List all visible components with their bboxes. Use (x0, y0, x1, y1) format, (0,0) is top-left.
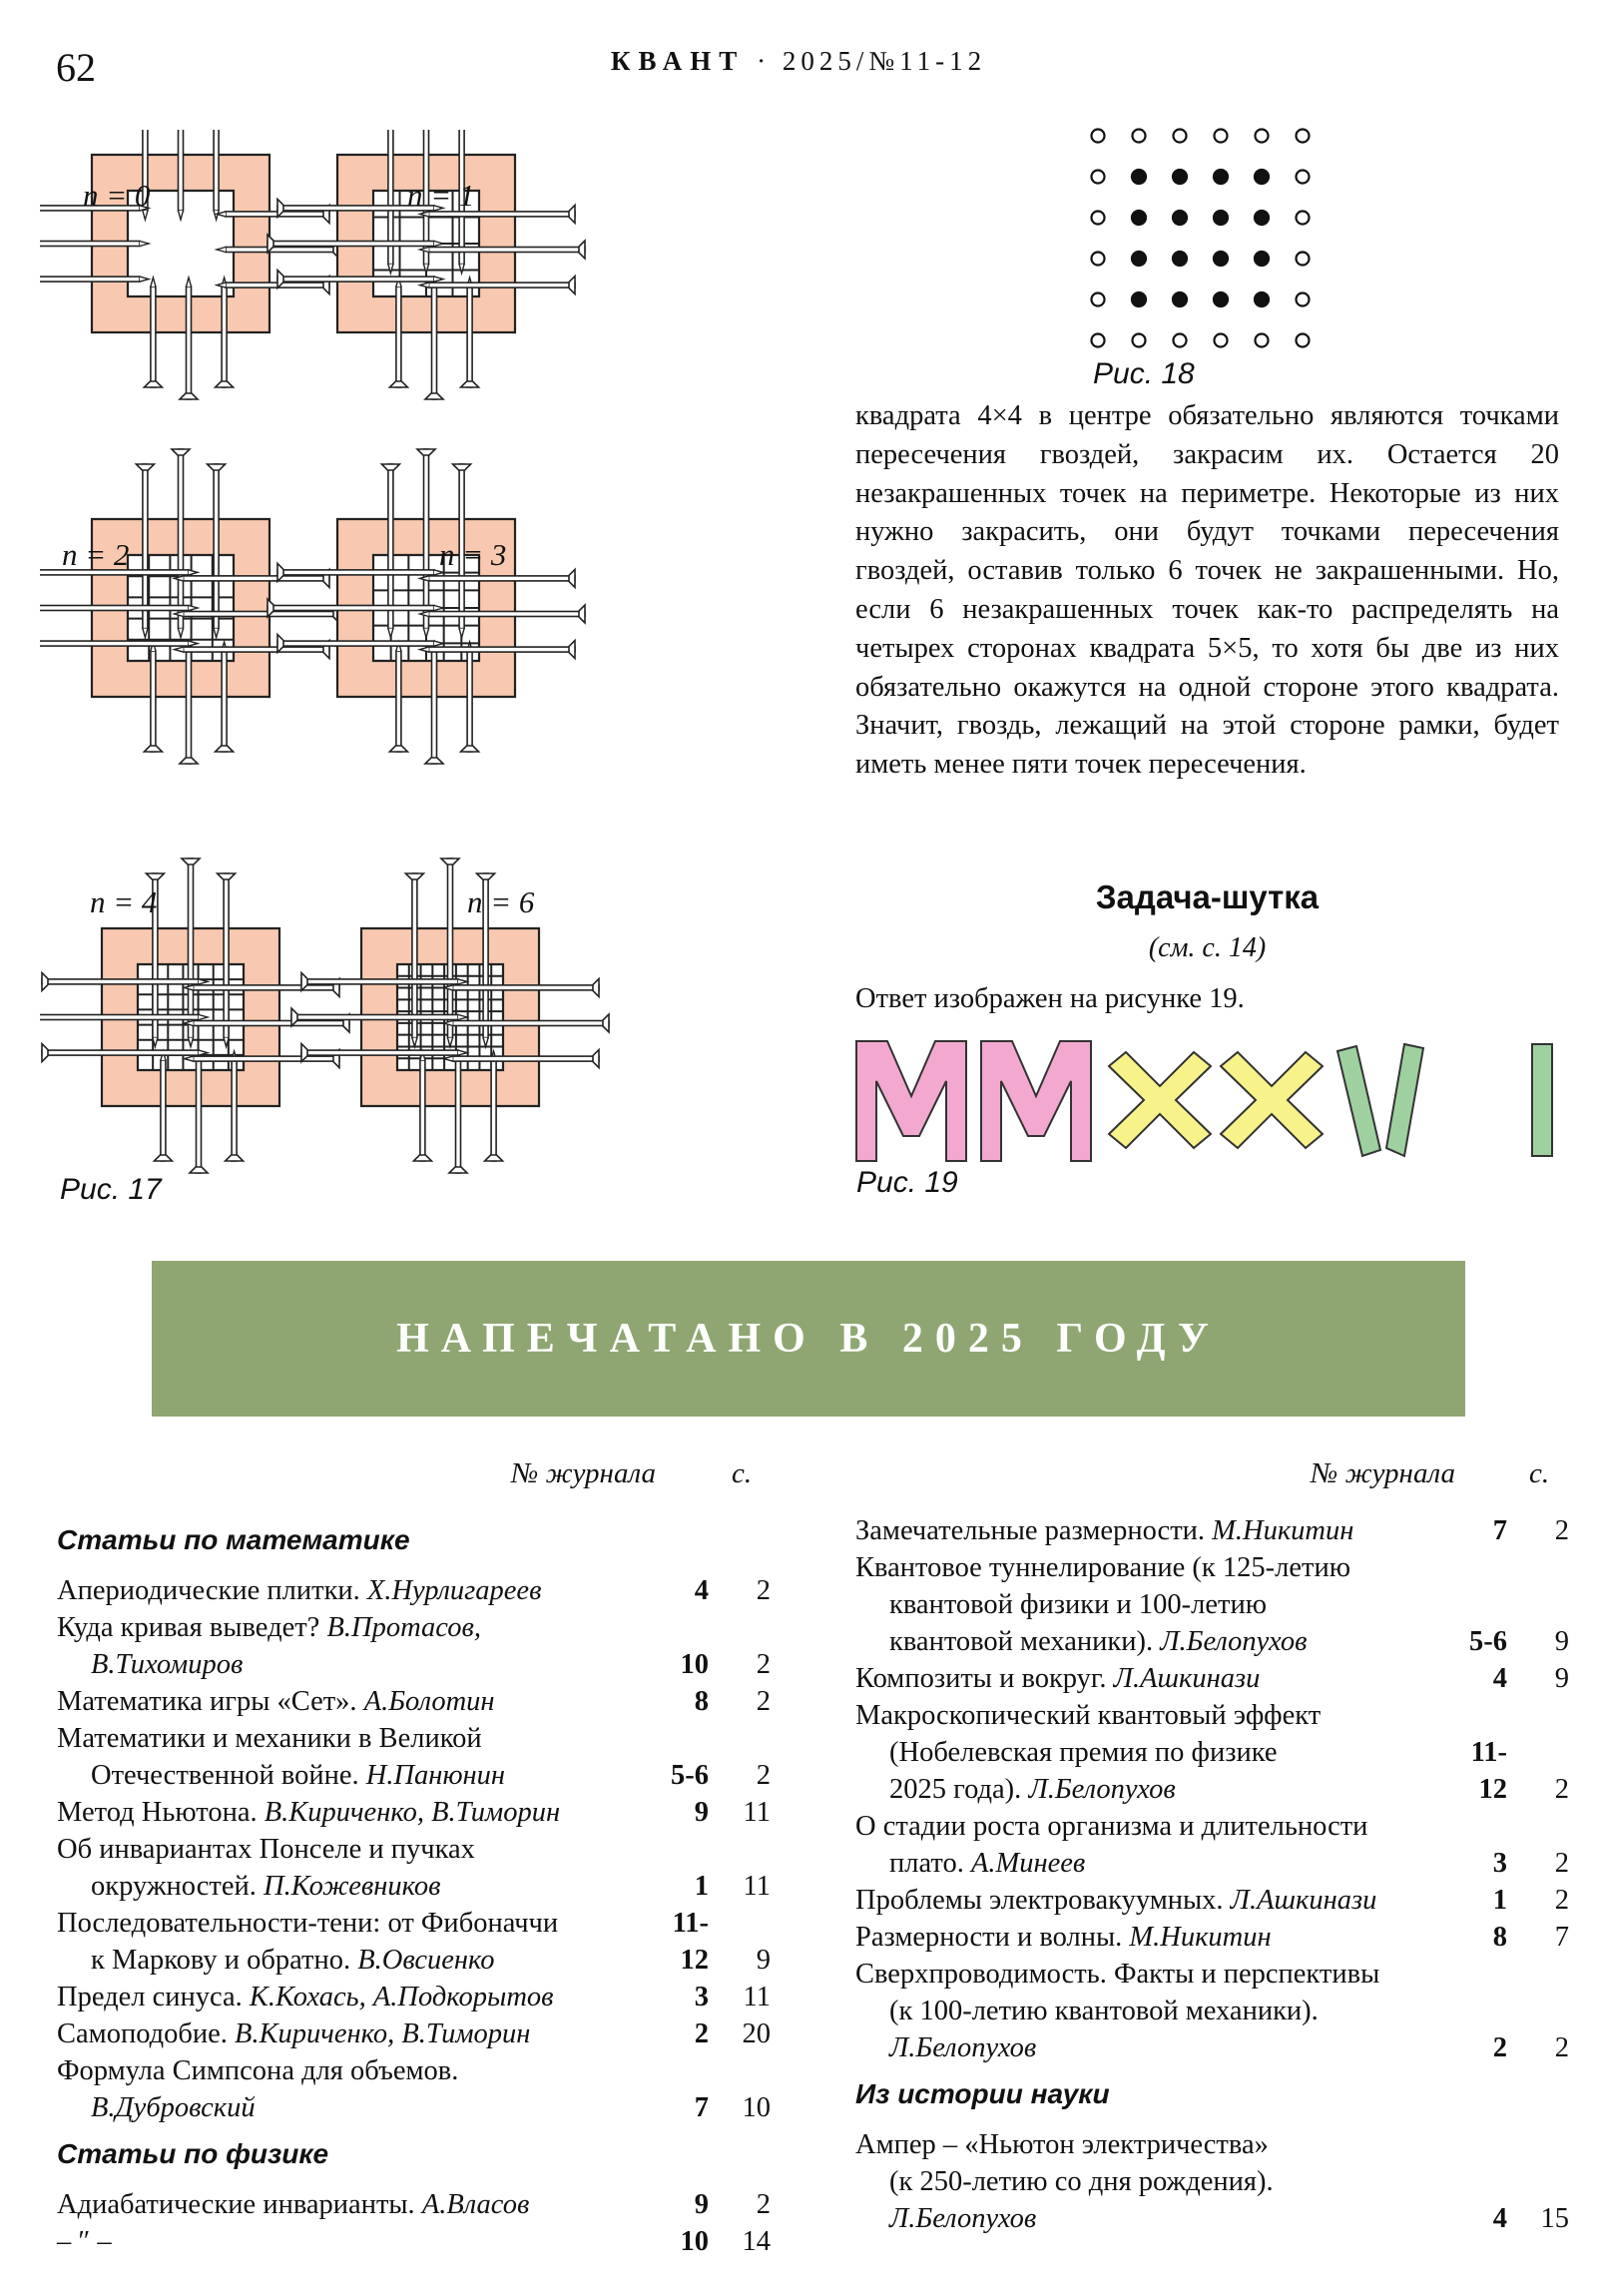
entry-author: Х.Нурлигареев (366, 1575, 542, 1606)
dot-filled (1214, 292, 1228, 306)
entry-text: Замечательные размерности. (855, 1515, 1213, 1546)
index-section-title: Статьи по физике (57, 2138, 329, 2169)
entry-text: Квантовое туннелирование (к 125-летию (855, 1552, 1350, 1583)
entry-title (57, 1979, 653, 2015)
letter-x-2 (1221, 1052, 1323, 1148)
entry-issue: 2 (694, 2018, 709, 2049)
entry-title (57, 1609, 653, 1683)
dot-empty (1092, 171, 1105, 184)
page-number: 62 (56, 45, 96, 90)
running-header (0, 46, 1597, 77)
entry-issue: 4 (694, 1575, 709, 1606)
letter-m-1 (856, 1041, 966, 1161)
entry-title (57, 1683, 653, 1720)
left-col-head-page: с. (732, 1457, 753, 1489)
entry-author: Л.Белопухов (889, 2032, 1037, 2063)
fig17-label-n6: n = 6 (467, 884, 535, 919)
entry-title (855, 2126, 1451, 2237)
entry-text: Формула Симпсона для объемов. (57, 2055, 459, 2086)
joke-reference: (см. с. 14) (1148, 932, 1267, 963)
entry-title (855, 1512, 1451, 1549)
index-entry (57, 1979, 771, 2015)
entry-page: 2 (756, 2189, 771, 2220)
entry-page: 2 (1554, 2032, 1569, 2063)
dot-empty (1174, 334, 1187, 347)
dot-filled (1132, 292, 1146, 306)
entry-text: 2025 года). (889, 1774, 1029, 1805)
entry-issue: 11-12 (672, 1908, 709, 1976)
entry-text: Самоподобие. (57, 2018, 236, 2049)
entry-issue: 1 (1492, 1885, 1507, 1916)
entry-page: 2 (756, 1760, 771, 1791)
entry-issue: 2 (1492, 2032, 1507, 2063)
journal-name: КВАНТ (610, 46, 746, 76)
entry-title (855, 1697, 1451, 1808)
entry-text: плато. (889, 1848, 971, 1879)
entry-text: Куда кривая выведет? (57, 1612, 327, 1643)
entry-page: 11 (743, 1797, 771, 1828)
index-entry (855, 1808, 1569, 1882)
entry-author: В.Протасов, (326, 1612, 481, 1643)
entry-page: 20 (742, 2018, 771, 2049)
entry-title (57, 2186, 653, 2223)
dot-empty (1133, 334, 1146, 347)
figure-19 (853, 1038, 1572, 1168)
entry-author: В.Овсиенко (357, 1945, 495, 1976)
fig19-caption: Рис. 19 (856, 1166, 958, 1199)
entry-text: квантовой физики и 100-летию (889, 1589, 1267, 1620)
index-entry (57, 2186, 771, 2223)
entry-title (57, 2223, 653, 2260)
entry-issue: 5-6 (671, 1760, 709, 1791)
dot-empty (1092, 293, 1105, 306)
entry-title (855, 1956, 1451, 2066)
entry-issue: 7 (694, 2092, 709, 2123)
right-col-head-issue: № журнала (1311, 1457, 1455, 1489)
index-entry (855, 1512, 1569, 1549)
dot-filled (1132, 211, 1146, 225)
letter-v (1337, 1044, 1423, 1156)
entry-title (855, 1919, 1451, 1956)
entry-text: окружностей. (91, 1871, 265, 1902)
fig17-label-n1: n = 1 (407, 178, 475, 213)
index-entry (57, 1794, 771, 1831)
entry-text: О стадии роста организма и длительности (855, 1811, 1368, 1842)
entry-page: 2 (756, 1575, 771, 1606)
entry-author: Л.Белопухов (1028, 1774, 1176, 1805)
entry-issue: 7 (1492, 1515, 1507, 1546)
entry-text: Математики и механики в Великой (57, 1723, 482, 1754)
index-entry (57, 1720, 771, 1794)
entry-issue: 4 (1492, 1663, 1507, 1694)
index-entry (57, 1683, 771, 1720)
fig17-caption: Рис. 17 (60, 1173, 162, 1206)
entry-author: К.Кохась, А.Подкорытов (249, 1982, 554, 2012)
entry-text: Сверхпроводимость. Факты и перспективы (855, 1959, 1380, 1990)
entry-text: Проблемы электровакуумных. (855, 1885, 1231, 1916)
nail (381, 130, 399, 274)
entry-author: Л.Белопухов (889, 2203, 1037, 2234)
dot-empty (1297, 253, 1310, 266)
dot-filled (1173, 252, 1187, 266)
dot-filled (1173, 170, 1187, 184)
dot-empty (1215, 130, 1228, 143)
solution-text (855, 397, 1559, 785)
entry-page: 14 (742, 2226, 771, 2257)
entry-text: (к 100-летию квантовой механики). (889, 1996, 1319, 2026)
dot-empty (1297, 171, 1310, 184)
entry-page: 2 (1554, 1885, 1569, 1916)
entry-title (855, 1808, 1451, 1882)
joke-answer: Ответ изображен на рисунке 19. (855, 983, 1245, 1014)
dot-filled (1173, 211, 1187, 225)
dot-empty (1133, 130, 1146, 143)
index-section-title: Из истории науки (855, 2078, 1110, 2109)
index-entry (57, 1831, 771, 1905)
dot-empty (1297, 130, 1310, 143)
letter-x-1 (1109, 1052, 1211, 1148)
entry-text: Последовательности-тени: от Фибоначчи (57, 1908, 559, 1939)
entry-text: – ″ – (57, 2226, 112, 2257)
entry-issue: 4 (1492, 2203, 1507, 2234)
entry-author: А.Власов (421, 2189, 530, 2220)
dot-filled (1255, 170, 1269, 184)
solution-paragraph: квадрата 4×4 в центре обязательно являются точками пересечения гвоздей, закрасим их. Остается 20 незакрашенных точек на периметре. Некоторые из них нужно закрасить, они будут точками пересечения гвоздей, оставив только 6 точек не закрашенными. Но, если 6 незакрашенных точек как-то распределять на четырех сторонах квадрата 5×5, то хотя бы две из них обязательно окажутся на одной стороне этого квадрата. Значит, гвоздь, лежащий на этой стороне рамки, будет иметь менее пяти точек пересечения. (855, 400, 1559, 781)
index-entry (855, 1919, 1569, 1956)
dot-empty (1092, 334, 1105, 347)
entry-author: Н.Панюнин (365, 1760, 506, 1791)
entry-page: 2 (756, 1649, 771, 1680)
dot-empty (1092, 130, 1105, 143)
entry-page: 9 (1554, 1663, 1569, 1694)
dot-empty (1256, 130, 1269, 143)
issue-info: · 2025/№11-12 (757, 46, 987, 76)
dot-filled (1173, 292, 1187, 306)
dot-filled (1132, 252, 1146, 266)
dot-empty (1215, 334, 1228, 347)
index-entry (57, 1572, 771, 1609)
entry-page: 9 (756, 1945, 771, 1976)
entry-issue: 9 (694, 2189, 709, 2220)
dot-empty (1174, 130, 1187, 143)
entry-author: В.Дубровский (91, 2092, 256, 2123)
entry-text: Макроскопический квантовый эффект (855, 1700, 1322, 1731)
entry-title (57, 1905, 653, 1979)
entry-page: 2 (756, 1686, 771, 1717)
left-col-head-issue: № журнала (511, 1457, 656, 1489)
entry-page: 2 (1554, 1848, 1569, 1879)
dot-empty (1297, 212, 1310, 225)
fig17-label-n3: n = 3 (439, 537, 507, 572)
entry-title (57, 1831, 653, 1905)
entry-text: Предел синуса. (57, 1982, 250, 2012)
entry-author: М.Никитин (1212, 1515, 1354, 1546)
index-entry (855, 1660, 1569, 1697)
index-entry (57, 1609, 771, 1683)
entry-text: Метод Ньютона. (57, 1797, 265, 1828)
entry-text: квантовой механики). (889, 1626, 1161, 1657)
entry-author: Л.Белопухов (1160, 1626, 1308, 1657)
entry-issue: 10 (680, 2226, 709, 2257)
entry-issue: 3 (694, 1982, 709, 2012)
entry-page: 7 (1554, 1922, 1569, 1953)
dot-empty (1256, 334, 1269, 347)
entry-text: Ампер – «Ньютон электричества» (855, 2129, 1269, 2160)
banner-title: НАПЕЧАТАНО В 2025 ГОДУ (396, 1316, 1221, 1362)
entry-text: Об инвариантах Понселе и пучках (57, 1834, 475, 1865)
entry-page: 2 (1554, 1515, 1569, 1546)
index-entry (855, 1882, 1569, 1919)
entry-issue: 1 (694, 1871, 709, 1902)
entry-title (855, 1882, 1451, 1919)
entry-title (57, 1572, 653, 1609)
entry-author: М.Никитин (1129, 1922, 1272, 1953)
entry-text: Композиты и вокруг. (855, 1663, 1114, 1694)
entry-issue: 11-12 (1470, 1737, 1507, 1805)
section-banner (152, 1261, 1465, 1417)
figure-18 (1078, 120, 1337, 359)
index-right-column (855, 1512, 1569, 2237)
entry-title (57, 2015, 653, 2052)
entry-text: (к 250-летию со дня рождения). (889, 2166, 1274, 2197)
dot-filled (1255, 211, 1269, 225)
index-entry (855, 2126, 1569, 2237)
dot-filled (1255, 252, 1269, 266)
entry-issue: 9 (694, 1797, 709, 1828)
dot-empty (1092, 253, 1105, 266)
entry-issue: 8 (694, 1686, 709, 1717)
entry-page: 2 (1554, 1774, 1569, 1805)
fig18-caption: Рис. 18 (1093, 357, 1195, 390)
entry-title (57, 1794, 653, 1831)
entry-title (57, 1720, 653, 1794)
fig17-label-n4: n = 4 (90, 884, 158, 919)
joke-title: Задача-шутка (1095, 878, 1320, 915)
entry-author: А.Болотин (363, 1686, 495, 1717)
entry-author: В.Кириченко, В.Тиморин (235, 2018, 531, 2049)
dot-filled (1214, 252, 1228, 266)
entry-title (57, 2052, 653, 2126)
index-left-column (57, 1512, 771, 2260)
letter-i (1532, 1044, 1552, 1156)
right-col-head-page: с. (1529, 1457, 1550, 1489)
dot-filled (1255, 292, 1269, 306)
entry-page: 9 (1554, 1626, 1569, 1657)
entry-author: А.Минеев (970, 1848, 1086, 1879)
index-entry (855, 1549, 1569, 1660)
entry-author: В.Кириченко, В.Тиморин (264, 1797, 561, 1828)
fig17-label-n2: n = 2 (62, 537, 130, 572)
dot-filled (1132, 170, 1146, 184)
entry-text: (Нобелевская премия по физике (889, 1737, 1278, 1768)
entry-author: Л.Ашкинази (1113, 1663, 1261, 1694)
entry-text: Адиабатические инварианты. (57, 2189, 422, 2220)
entry-page: 11 (743, 1871, 771, 1902)
entry-text: Математика игры «Сет». (57, 1686, 364, 1717)
dot-empty (1092, 212, 1105, 225)
entry-author: П.Кожевников (264, 1871, 441, 1902)
entry-text: Отечественной войне. (91, 1760, 366, 1791)
index-entry (57, 2015, 771, 2052)
fig17-label-n0: n = 0 (83, 178, 151, 213)
entry-issue: 10 (680, 1649, 709, 1680)
index-entry (57, 2223, 771, 2260)
entry-page: 15 (1540, 2203, 1569, 2234)
index-entry (855, 1697, 1569, 1808)
figure-17 (40, 130, 798, 1218)
dot-empty (1297, 293, 1310, 306)
entry-author: Л.Ашкинази (1230, 1885, 1377, 1916)
dot-empty (1297, 334, 1310, 347)
dot-filled (1214, 170, 1228, 184)
entry-text: Апериодические плитки. (57, 1575, 367, 1606)
entry-issue: 3 (1492, 1848, 1507, 1879)
entry-author: В.Тихомиров (91, 1649, 244, 1680)
entry-page: 10 (742, 2092, 771, 2123)
index-section-title: Статьи по математике (57, 1524, 410, 1555)
entry-issue: 8 (1492, 1922, 1507, 1953)
dot-filled (1214, 211, 1228, 225)
entry-issue: 5-6 (1469, 1626, 1507, 1657)
entry-title (855, 1660, 1451, 1697)
letter-m-2 (981, 1041, 1091, 1161)
index-entry (855, 1956, 1569, 2066)
entry-text: Размерности и волны. (855, 1922, 1130, 1953)
entry-page: 11 (743, 1982, 771, 2012)
index-entry (57, 1905, 771, 1979)
entry-title (855, 1549, 1451, 1660)
entry-text: к Маркову и обратно. (91, 1945, 358, 1976)
index-entry (57, 2052, 771, 2126)
